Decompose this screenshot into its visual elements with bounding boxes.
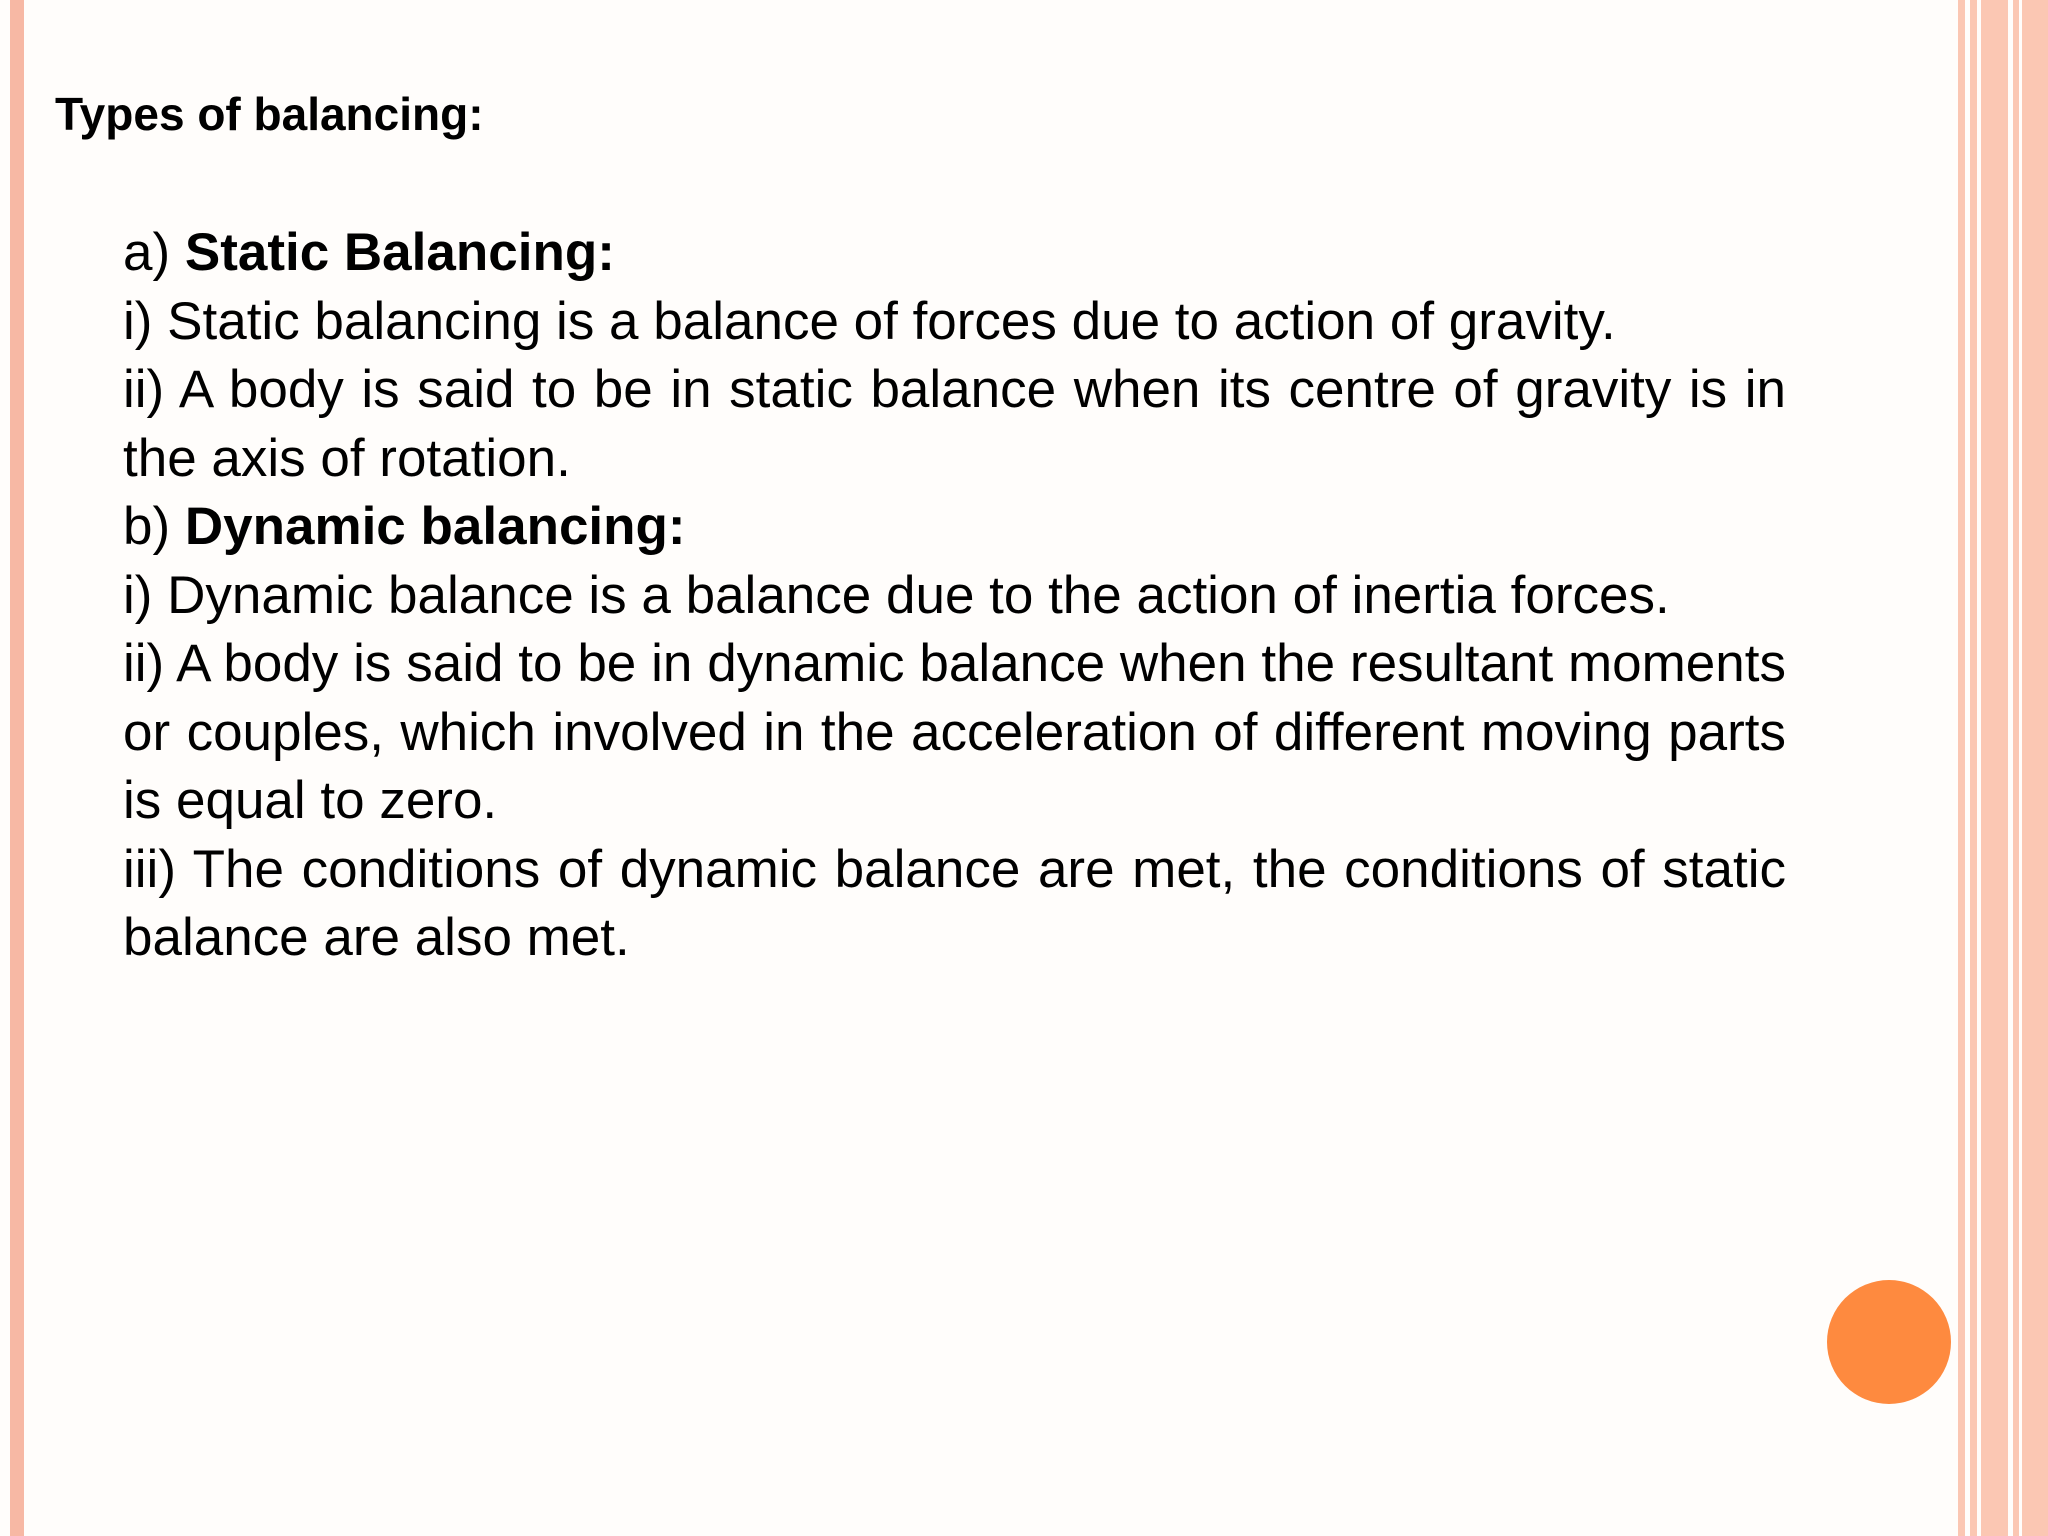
section-a-point-1: i) Static balancing is a balance of forces due to action of gravity. [123, 291, 1616, 351]
section-b-point-1: i) Dynamic balance is a balance due to the action of inertia forces. [123, 565, 1670, 625]
section-a-title: Static Balancing: [184, 223, 615, 282]
section-b-prefix: b) [123, 497, 185, 556]
right-border-line [2019, 0, 2022, 1536]
section-b-point-3: iii) The conditions of dynamic balance are met, the conditions of static balance are also met. [123, 839, 1786, 967]
section-a-point-2: ii) A body is said to be in static balance when its centre of gravity is in the axis of rotation. [123, 360, 1786, 488]
section-b-title-line [123, 493, 1786, 562]
left-border-stripe [10, 0, 24, 1536]
slide-body [123, 219, 1786, 973]
slide-heading: Types of balancing: [55, 88, 484, 140]
section-a-title-line [123, 219, 1786, 288]
right-border-line [1965, 0, 1970, 1536]
right-border-line [2008, 0, 2013, 1536]
section-a-prefix: a) [123, 223, 185, 282]
section-b-title: Dynamic balancing: [184, 497, 686, 556]
accent-dot [1827, 1280, 1951, 1404]
right-border-band [1958, 0, 2048, 1536]
right-border-line [1977, 0, 1981, 1536]
section-b-point-2: ii) A body is said to be in dynamic balance when the resultant moments or couples, which involved in the acceleration of different moving parts is equal to zero. [123, 634, 1786, 830]
